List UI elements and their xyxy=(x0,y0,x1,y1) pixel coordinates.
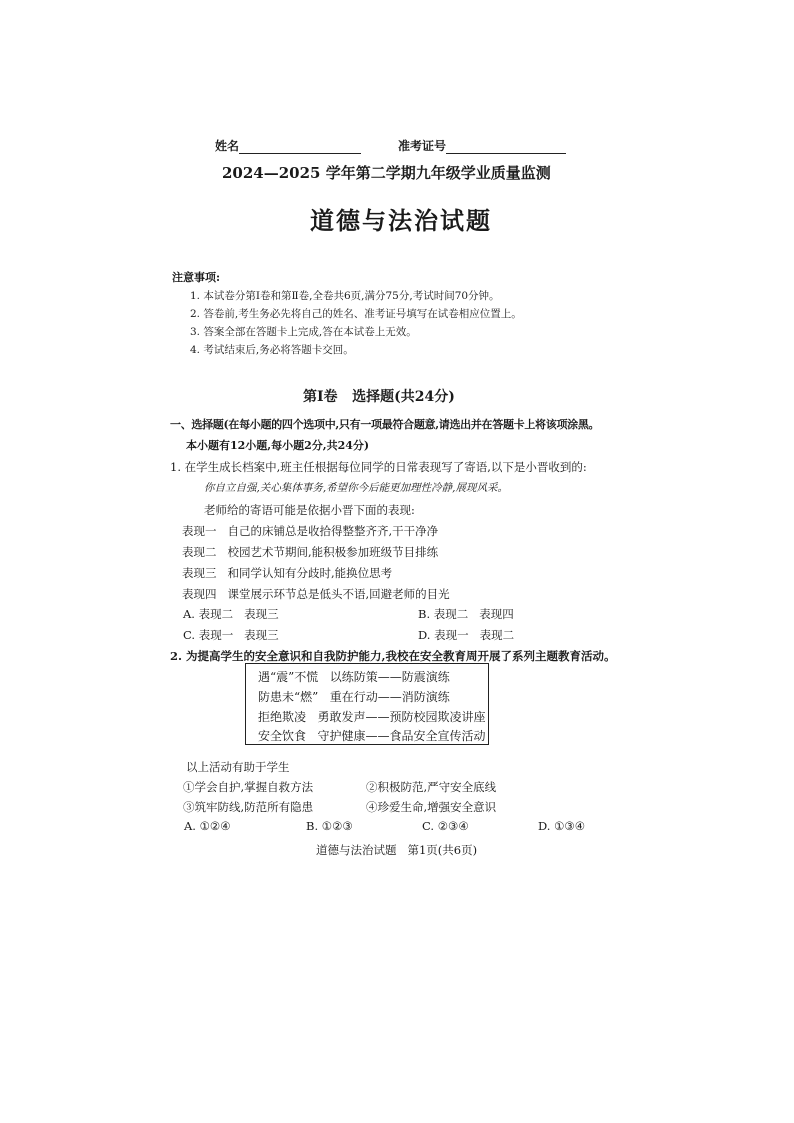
q1-option-b: B. 表现二 表现四 xyxy=(418,607,514,621)
instructions-line-1: 一、选择题(在每小题的四个选项中,只有一项最符合题意,请选出并在答题卡上将该项涂黑。 xyxy=(170,418,600,431)
name-blank[interactable] xyxy=(239,139,361,154)
q2-statement-3: ③筑牢防线,防范所有隐患 xyxy=(183,800,314,814)
q1-item-3: 表现三 和同学认知有分歧时,能换位思考 xyxy=(182,566,393,580)
q2-activity-box xyxy=(245,663,489,745)
q2-option-b: B. ①②③ xyxy=(306,819,353,833)
q2-stem: 2. 为提高学生的安全意识和自我防护能力,我校在安全教育周开展了系列主题教育活动。 xyxy=(170,649,616,663)
exam-subtitle: 2024—2025 学年第二学期九年级学业质量监测 xyxy=(222,164,551,182)
q2-option-a: A. ①②④ xyxy=(184,819,231,833)
q1-stem: 1. 在学生成长档案中,班主任根据每位同学的日常表现写了寄语,以下是小晋收到的: xyxy=(170,460,587,474)
notes-item-1: 1. 本试卷分第Ⅰ卷和第Ⅱ卷,全卷共6页,满分75分,考试时间70分钟。 xyxy=(190,290,500,302)
notes-item-4: 4. 考试结束后,务必将答题卡交回。 xyxy=(190,344,354,356)
q2-lead: 以上活动有助于学生 xyxy=(186,760,290,774)
section-title: 第Ⅰ卷 选择题(共24分) xyxy=(303,389,455,405)
q1-option-d: D. 表现一 表现二 xyxy=(418,628,515,642)
q2-box-line-1: 遇“震”不慌 以练防策——防震演练 xyxy=(258,670,450,684)
q1-option-a: A. 表现二 表现三 xyxy=(183,607,279,621)
name-field[interactable] xyxy=(215,137,361,154)
notes-item-2: 2. 答卷前,考生务必先将自己的姓名、准考证号填写在试卷相应位置上。 xyxy=(190,308,522,320)
q1-item-2: 表现二 校园艺术节期间,能积极参加班级节目排练 xyxy=(182,545,439,559)
q2-statement-2: ②积极防范,严守安全底线 xyxy=(366,780,497,794)
q1-item-1: 表现一 自己的床铺总是收拾得整整齐齐,干干净净 xyxy=(182,524,439,538)
q2-box-line-3: 拒绝欺凌 勇敢发声——预防校园欺凌讲座 xyxy=(258,710,486,724)
q2-statement-4: ④珍爱生命,增强安全意识 xyxy=(366,800,497,814)
exam-id-label: 准考证号 xyxy=(398,139,447,153)
notes-heading: 注意事项: xyxy=(172,271,221,284)
page-title: 道德与法治试题 xyxy=(310,206,492,235)
q2-box-line-2: 防患未“燃” 重在行动——消防演练 xyxy=(258,690,450,704)
name-label: 姓名 xyxy=(215,139,240,153)
q2-box-line-4: 安全饮食 守护健康——食品安全宣传活动 xyxy=(258,729,486,743)
q2-option-d: D. ①③④ xyxy=(538,819,586,833)
exam-id-blank[interactable] xyxy=(446,139,566,154)
q2-statement-1: ①学会自护,掌握自救方法 xyxy=(183,780,314,794)
q1-lead: 老师给的寄语可能是依据小晋下面的表现: xyxy=(204,503,415,517)
q2-option-c: C. ②③④ xyxy=(422,819,469,833)
notes-item-3: 3. 答案全部在答题卡上完成,答在本试卷上无效。 xyxy=(190,326,417,338)
q1-option-c: C. 表现一 表现三 xyxy=(183,628,279,642)
exam-id-field[interactable] xyxy=(398,137,566,154)
q1-message: 你自立自强,关心集体事务,希望你今后能更加理性冷静,展现风采。 xyxy=(204,482,509,494)
page-footer: 道德与法治试题 第1页(共6页) xyxy=(316,843,478,857)
instructions-line-2: 本小题有12小题,每小题2分,共24分) xyxy=(186,439,370,452)
q1-item-4: 表现四 课堂展示环节总是低头不语,回避老师的目光 xyxy=(182,587,450,601)
